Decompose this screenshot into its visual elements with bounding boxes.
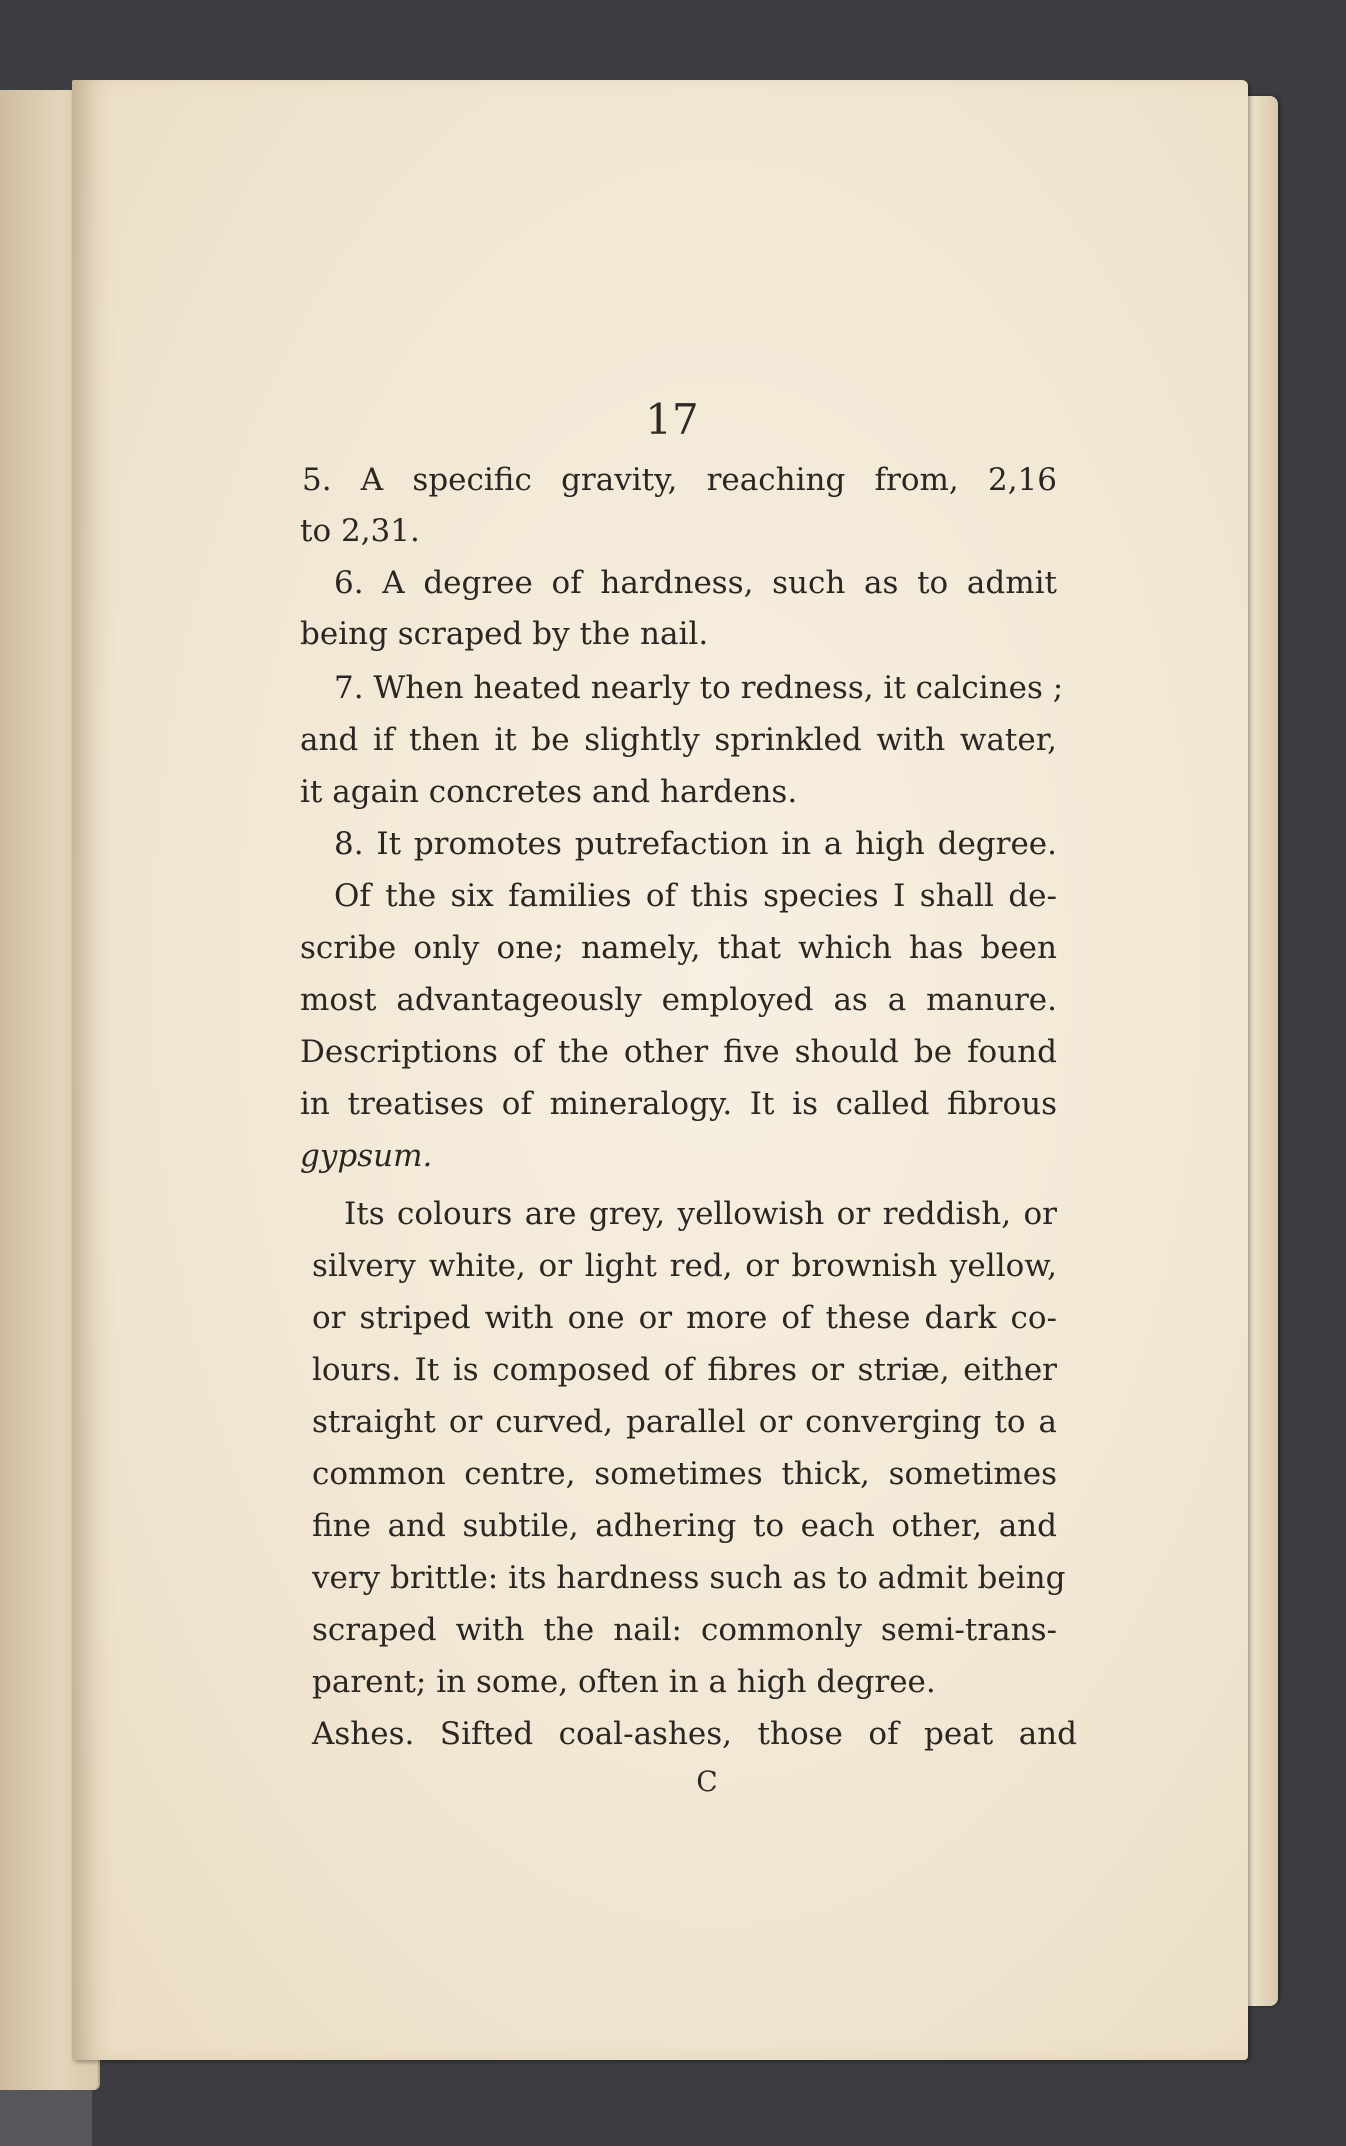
text-line: Of the six families of this species I shall de- (334, 878, 1057, 914)
text-line: or striped with one or more of these dark co- (312, 1300, 1057, 1336)
text-line: common centre, sometimes thick, sometimes (312, 1456, 1057, 1492)
scan-background (0, 2090, 92, 2146)
text-line: fine and subtile, adhering to each other, and (312, 1508, 1057, 1544)
text-line: in treatises of mineralogy. It is called fibrous (300, 1086, 1057, 1122)
book-page (72, 80, 1248, 2060)
text-line: 6. A degree of hardness, such as to admit (334, 565, 1057, 601)
text-line: Ashes. Sifted coal-ashes, those of peat and (312, 1716, 1077, 1752)
text-line: most advantageously employed as a manure. (300, 982, 1057, 1018)
text-line: 7. When heated nearly to redness, it calcines ; (334, 670, 1064, 706)
text-line: lours. It is composed of fibres or striæ, either (312, 1352, 1057, 1388)
page-number: 17 (645, 395, 699, 444)
text-line: Descriptions of the other five should be found (300, 1034, 1057, 1070)
text-line: it again concretes and hardens. (300, 774, 798, 810)
text-line: scribe only one; namely, that which has been (300, 930, 1057, 966)
text-line: 8. It promotes putrefaction in a high degree. (334, 826, 1057, 862)
text-line: Its colours are grey, yellowish or reddish, or (344, 1196, 1057, 1232)
text-line: very brittle: its hardness such as to admit being (312, 1560, 1066, 1596)
text-line: being scraped by the nail. (300, 616, 709, 652)
signature-mark: C (696, 1765, 718, 1798)
text-line: 5. A specific gravity, reaching from, 2,16 (302, 462, 1057, 498)
text-line: and if then it be slightly sprinkled with water, (300, 722, 1057, 758)
text-line: to 2,31. (300, 513, 420, 549)
text-line: straight or curved, parallel or converging to a (312, 1404, 1057, 1440)
text-line: scraped with the nail: commonly semi-trans- (312, 1612, 1057, 1648)
text-line: silvery white, or light red, or brownish yellow, (312, 1248, 1057, 1284)
text-line: gypsum. (300, 1138, 433, 1174)
text-line: parent; in some, often in a high degree. (312, 1664, 936, 1700)
